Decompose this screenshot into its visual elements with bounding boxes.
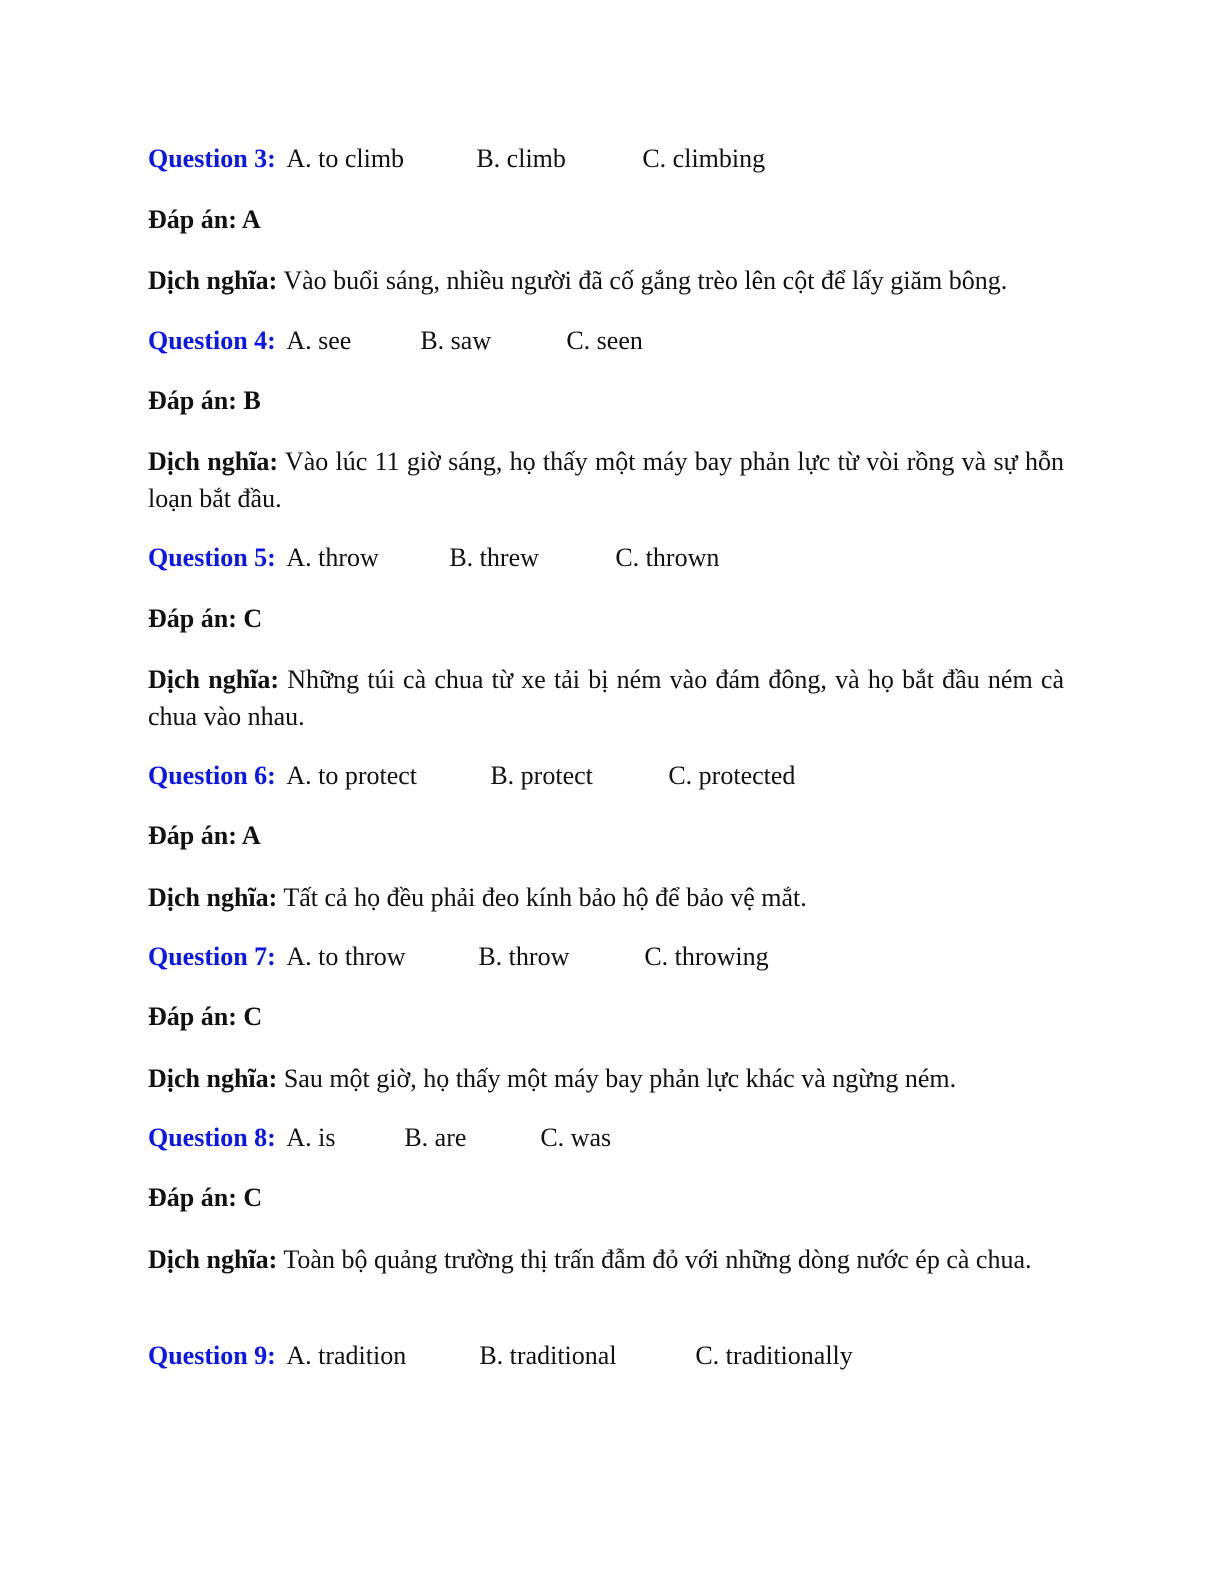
question-label: Question 5: — [148, 543, 276, 572]
translation-3 — [148, 262, 1064, 299]
option-a: A. see — [286, 326, 352, 355]
answer-8: Đáp án: C — [148, 1183, 263, 1212]
option-b: B. are — [404, 1123, 467, 1152]
answer-6: Đáp án: A — [148, 821, 261, 850]
option-b: B. traditional — [479, 1341, 617, 1370]
translation-text: Vào lúc 11 giờ sáng, họ thấy một máy bay phản lực từ vòi rồng và sự hỗn loạn bắt đầu. — [148, 447, 1064, 513]
translation-label: Dịch nghĩa: — [148, 1064, 278, 1093]
option-a: A. tradition — [286, 1341, 407, 1370]
translation-8 — [148, 1241, 1064, 1278]
question-6-line — [148, 758, 795, 794]
translation-7 — [148, 1060, 1064, 1097]
translation-label: Dịch nghĩa: — [148, 883, 278, 912]
translation-text: Sau một giờ, họ thấy một máy bay phản lực khác và ngừng ném. — [283, 1064, 957, 1093]
translation-text: Những túi cà chua từ xe tải bị ném vào đám đông, và họ bắt đầu ném cà chua vào nhau. — [148, 665, 1065, 731]
option-a: A. to climb — [286, 144, 405, 173]
option-b: B. threw — [449, 543, 539, 572]
option-a: A. to protect — [286, 761, 418, 790]
option-c: C. was — [540, 1123, 612, 1152]
question-5-line — [148, 540, 719, 576]
answer-3: Đáp án: A — [148, 205, 261, 234]
translation-label: Dịch nghĩa: — [148, 665, 280, 694]
question-3-line — [148, 141, 765, 177]
option-c: C. thrown — [615, 543, 720, 572]
translation-text: Toàn bộ quảng trường thị trấn đẫm đỏ với những dòng nước ép cà chua. — [283, 1245, 1032, 1274]
translation-text: Vào buổi sáng, nhiều người đã cố gắng trèo lên cột để lấy giăm bông. — [283, 266, 1008, 295]
option-b: B. climb — [476, 144, 566, 173]
question-label: Question 4: — [148, 326, 276, 355]
option-c: C. seen — [566, 326, 643, 355]
option-c: C. protected — [668, 761, 796, 790]
question-label: Question 6: — [148, 761, 276, 790]
question-4-line — [148, 323, 643, 359]
question-label: Question 8: — [148, 1123, 276, 1152]
option-b: B. protect — [490, 761, 593, 790]
option-c: C. traditionally — [695, 1341, 853, 1370]
translation-4 — [148, 443, 1064, 517]
translation-label: Dịch nghĩa: — [148, 447, 279, 476]
question-label: Question 3: — [148, 144, 276, 173]
question-9-line — [148, 1338, 853, 1374]
option-b: B. saw — [420, 326, 492, 355]
question-label: Question 7: — [148, 942, 276, 971]
translation-6 — [148, 879, 1064, 916]
option-a: A. to throw — [286, 942, 406, 971]
question-label: Question 9: — [148, 1341, 276, 1370]
answer-4: Đáp án: B — [148, 386, 261, 415]
answer-5: Đáp án: C — [148, 604, 263, 633]
translation-text: Tất cả họ đều phải đeo kính bảo hộ để bảo vệ mắt. — [283, 883, 807, 912]
translation-label: Dịch nghĩa: — [148, 1245, 278, 1274]
translation-5 — [148, 661, 1064, 735]
option-b: B. throw — [478, 942, 570, 971]
option-c: C. climbing — [642, 144, 766, 173]
translation-label: Dịch nghĩa: — [148, 266, 278, 295]
option-a: A. is — [286, 1123, 336, 1152]
question-8-line — [148, 1120, 611, 1156]
question-7-line — [148, 939, 769, 975]
option-a: A. throw — [286, 543, 379, 572]
answer-7: Đáp án: C — [148, 1002, 263, 1031]
option-c: C. throwing — [644, 942, 769, 971]
